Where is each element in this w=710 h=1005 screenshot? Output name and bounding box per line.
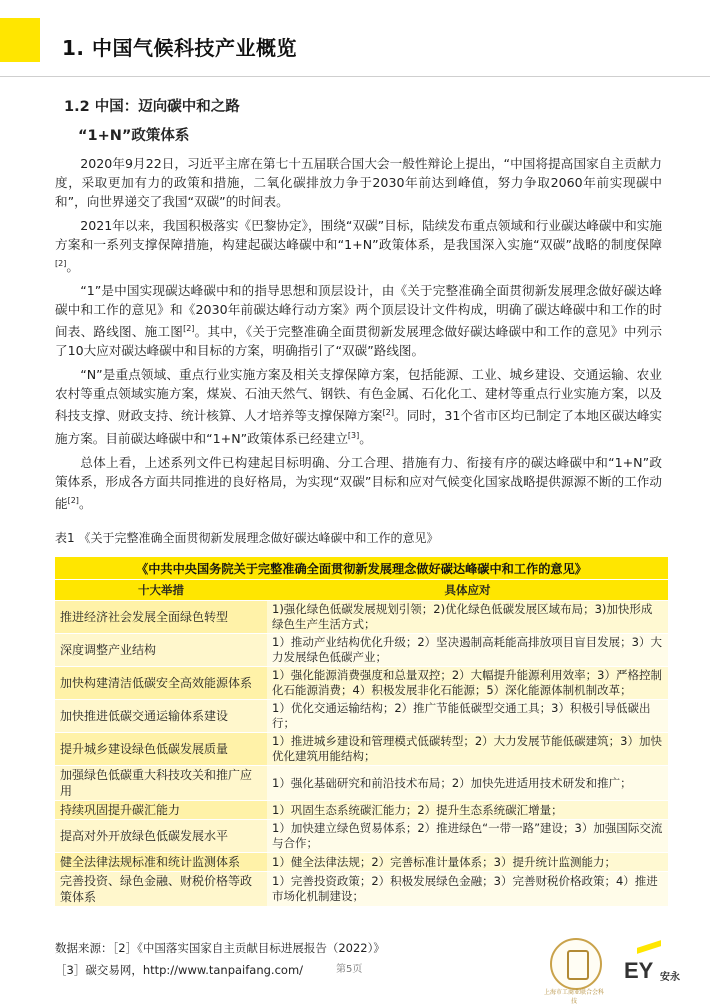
measures-table: [55, 557, 668, 907]
actions-cell: 1）强化能源消费强度和总量双控；2）大幅提升能源利用效率；3）严格控制化石能源消费；4）积极发展非化石能源；5）深化能源体制机制改革；: [267, 667, 668, 700]
paragraph-2-text: 2021年以来，我国积极落实《巴黎协定》，围绕“双碳”目标，陆续发布重点领域和行业碳达峰碳中和实施方案和一系列支撑保障措施，构建起碳达峰碳中和“1+N”政策体系，是我国深入实施“双碳”战略的制度保障: [55, 218, 662, 252]
section-heading: 1.2 中国：迈向碳中和之路: [64, 99, 240, 115]
header-divider: [0, 76, 710, 77]
citation: [2]: [55, 259, 67, 268]
column-header-measures: 十大举措: [55, 580, 267, 601]
table-row: [55, 634, 668, 667]
measure-cell: 加快构建清洁低碳安全高效能源体系: [55, 667, 267, 700]
paragraph-4-text-a: “N”是重点领域、重点行业实施方案及相关支撑保障方案，包括能源、工业、城乡建设、交通运输、农业农村等重点领域实施方案，煤炭、石油天然气、钢铁、有色金属、石化化工、建材等重点行业实施方案，以及科技支撑、财政支持、统计核算、人才培养等支撑保障方案: [55, 367, 662, 424]
actions-cell: 1）完善投资政策；2）积极发展绿色金融；3）完善财税价格政策；4）推进市场化机制建设；: [267, 872, 668, 907]
paragraph-3: [55, 281, 662, 360]
measure-cell: 提高对外开放绿色低碳发展水平: [55, 820, 267, 853]
paragraph-5-text: 总体上看，上述系列文件已构建起目标明确、分工合理、措施有力、衔接有序的碳达峰碳中和“1+N”政策体系，形成各方面共同推进的良好格局，为实现“双碳”目标和应对气候变化国家战略提供源源不断的工作动能: [55, 454, 662, 511]
table-row: [55, 766, 668, 801]
citation: [3]: [347, 430, 360, 440]
column-header-actions: 具体应对: [267, 580, 668, 601]
table-caption: 表1 《关于完整准确全面贯彻新发展理念做好碳达峰碳中和工作的意见》: [55, 531, 439, 545]
measure-cell: 深度调整产业结构: [55, 634, 267, 667]
table-row: [55, 601, 668, 634]
citation: [2]: [382, 408, 394, 418]
table-row: [55, 667, 668, 700]
actions-cell: 1)强化绿色低碳发展规划引领；2)优化绿色低碳发展区域布局；3)加快形成绿色生产生活方式；: [267, 601, 668, 634]
actions-cell: 1）优化交通运输结构；2）推广节能低碳型交通工具；3）积极引导低碳出行；: [267, 700, 668, 733]
paragraph-5: [55, 453, 662, 513]
reference-link[interactable]: ［3］碳交易网，http://www.tanpaifang.com/: [55, 963, 304, 977]
measure-cell: 加强绿色低碳重大科技攻关和推广应用: [55, 766, 267, 801]
citation: [2]: [67, 495, 79, 505]
actions-cell: 1）强化基础研究和前沿技术布局；2）加快先进适用技术研发和推广；: [267, 766, 668, 801]
page-number: 第5页: [336, 964, 363, 975]
table-row: [55, 853, 668, 872]
punctuation: 。: [359, 430, 372, 446]
paragraph-3-text-b: 。其中，《关于完整准确全面贯彻新发展理念做好碳达峰碳中和工作的意见》中列示了10大应对碳达峰碳中和目标的方案，明确指引了“双碳”路线图。: [55, 324, 662, 359]
measure-cell: 加快推进低碳交通运输体系建设: [55, 700, 267, 733]
actions-cell: 1）推动产业结构优化升级；2）坚决遏制高耗能高排放项目盲目发展；3）大力发展绿色低碳产业；: [267, 634, 668, 667]
measure-cell: 持续巩固提升碳汇能力: [55, 801, 267, 820]
citation: [2]: [183, 324, 195, 334]
actions-cell: 1）加快建立绿色贸易体系；2）推进绿色“一带一路”建设；3）加强国际交流与合作；: [267, 820, 668, 853]
body-text: [55, 154, 662, 518]
seal-caption: 上海市工商业联合会科技: [544, 989, 605, 1005]
paragraph-3-text-a: “1”是中国实现碳达峰碳中和的指导思想和顶层设计，由《关于完整准确全面贯彻新发展理念做好碳达峰碳中和工作的意见》和《2030年前碳达峰行动方案》两个顶层设计文件构成，明确了碳达峰碳中和工作的时间表、路线图、施工图: [55, 283, 662, 340]
actions-cell: 1）推进城乡建设和管理模式低碳转型；2）大力发展节能低碳建筑；3）加快优化建筑用能结构；: [267, 733, 668, 766]
table-row: [55, 733, 668, 766]
seal-logo-icon: [550, 938, 602, 990]
actions-cell: 1）健全法律法规；2）完善标准计量体系；3）提升统计监测能力；: [267, 853, 668, 872]
paragraph-1-text: 2020年9月22日，习近平主席在第七十五届联合国大会一般性辩论上提出，“中国将提高国家自主贡献力度，采取更加有力的政策和措施，二氧化碳排放力争于2030年前达到峰值，努力争取2060年前实现碳中和”，向世界递交了我国“双碳”的时间表。: [55, 156, 662, 209]
measure-cell: 推进经济社会发展全面绿色转型: [55, 601, 267, 634]
actions-cell: 1）巩固生态系统碳汇能力；2）提升生态系统碳汇增量；: [267, 801, 668, 820]
paragraph-4: [55, 365, 662, 447]
table-title: 《中共中央国务院关于完整准确全面贯彻新发展理念做好碳达峰碳中和工作的意见》: [55, 557, 668, 580]
measure-cell: 完善投资、绿色金融、财税价格等政策体系: [55, 872, 267, 907]
page-title: 1. 中国气候科技产业概览: [62, 36, 297, 60]
measure-cell: 提升城乡建设绿色低碳发展质量: [55, 733, 267, 766]
paragraph-4-text-b: 。同时，31个省市区均已制定了本地区碳达峰实施方案。目前碳达峰碳中和“1+N”政策体系已经建立: [55, 408, 663, 446]
table-row: [55, 700, 668, 733]
subsection-heading: “1+N”政策体系: [78, 128, 190, 144]
table-row: [55, 872, 668, 907]
yellow-accent-bar: [0, 18, 40, 62]
ey-logo-subtitle: 安永: [660, 972, 680, 983]
punctuation: 。: [66, 259, 79, 275]
punctuation: 。: [78, 495, 92, 511]
measure-cell: 健全法律法规标准和统计监测体系: [55, 853, 267, 872]
paragraph-2: [55, 216, 662, 276]
ey-logo-mark-icon: [637, 940, 661, 954]
paragraph-1: [55, 154, 662, 211]
table-row: [55, 801, 668, 820]
table-row: [55, 820, 668, 853]
data-source-note: 数据来源：［2］《中国落实国家自主贡献目标进展报告（2022）》: [55, 941, 385, 955]
ey-logo: EY: [624, 958, 654, 983]
